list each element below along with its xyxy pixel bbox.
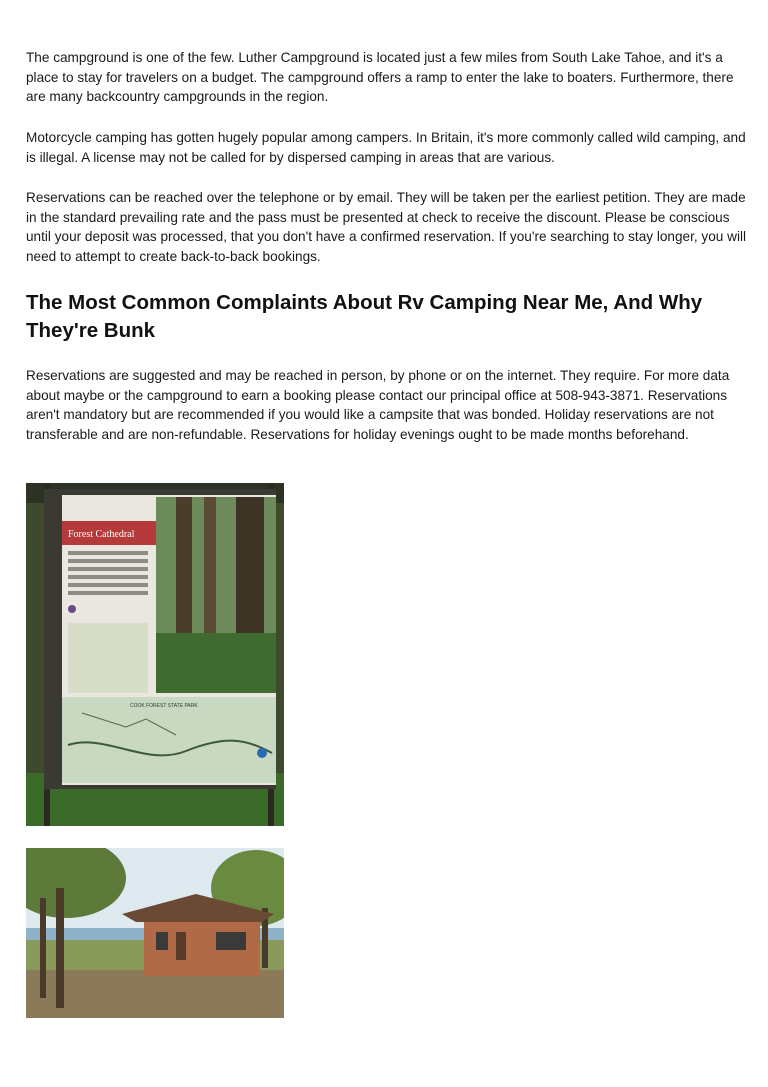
paragraph-4: Reservations are suggested and may be reached in person, by phone or on the internet. They require. For more data about maybe or the campground to earn a booking please contact our principal office at 508-943-3871. Reservations aren't mandatory but are recommended if you would like a campsite that was bonded. Holiday reservations are not transferable and are non-refundable. Reservations for holiday evenings ought to be made months beforehand. [26, 368, 730, 442]
forest-cathedral-sign-photo [26, 483, 284, 826]
paragraph-1: The campground is one of the few. Luther Campground is located just a few miles from South Lake Tahoe, and it's a place to stay for travelers on a budget. The campground offers a ramp to enter the lake to boaters. Furthermore, there are many backcountry campgrounds in the region. [26, 50, 734, 105]
sign-map-title: COOK FOREST STATE PARK [130, 703, 198, 709]
section-heading: The Most Common Complaints About Rv Camping Near Me, And Why They're Bunk [26, 291, 703, 342]
sign-title: Forest Cathedral [68, 529, 135, 540]
cabin-photo [26, 848, 284, 1018]
paragraph-2: Motorcycle camping has gotten hugely popular among campers. In Britain, it's more commonly called wild camping, and is illegal. A license may not be called for by dispersed camping in areas that are various. [26, 130, 746, 165]
paragraph-3: Reservations can be reached over the telephone or by email. They will be taken per the earliest petition. They are made in the standard prevailing rate and the pass must be presented at check to receive the discount. Please be conscious until your deposit was processed, that you don't have a confirmed reservation. If you're searching to stay longer, you will need to attempt to create back-to-back bookings. [26, 190, 747, 264]
